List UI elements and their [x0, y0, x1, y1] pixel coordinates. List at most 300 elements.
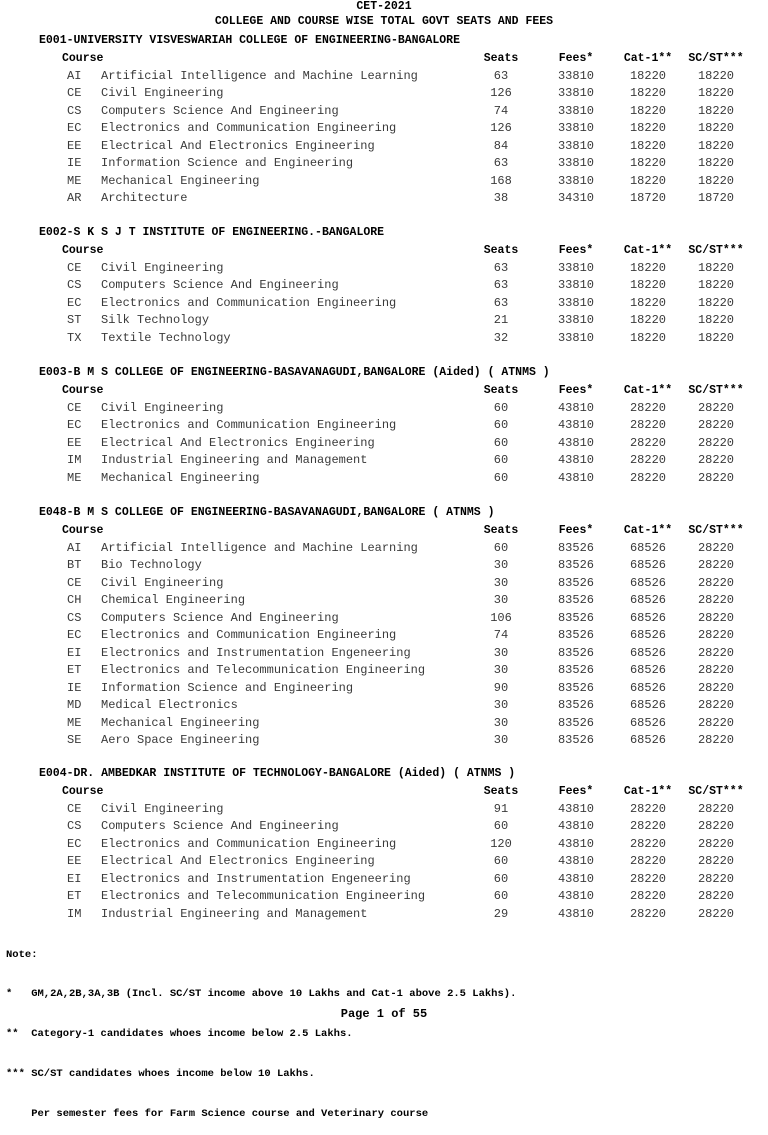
fees-value: 83526 [557, 558, 594, 572]
scst-value: 18220 [697, 68, 734, 83]
fees-value: 33810 [557, 173, 594, 188]
table-row [0, 888, 768, 906]
fees-value: 33810 [557, 330, 594, 345]
table-row [0, 557, 768, 575]
table-row [0, 400, 768, 418]
seats-value: 60 [493, 871, 509, 886]
table-row [0, 260, 768, 278]
scst-value: 28220 [697, 593, 734, 607]
course-code: EE [67, 854, 82, 868]
course-code: TX [67, 330, 82, 345]
table-row [0, 68, 768, 86]
table-row [0, 818, 768, 836]
table-row [0, 155, 768, 173]
seats-value: 91 [493, 801, 509, 816]
column-header-cat1: Cat-1** [623, 785, 673, 798]
scst-value: 18220 [697, 156, 734, 170]
course-code: SE [67, 733, 82, 747]
seats-value: 30 [493, 645, 509, 660]
fees-value: 33810 [557, 313, 594, 327]
column-header-seats: Seats [483, 524, 519, 537]
cat1-value: 68526 [629, 575, 666, 590]
cat1-value: 68526 [629, 715, 666, 730]
column-header-fees: Fees* [558, 384, 594, 397]
table-row [0, 871, 768, 889]
seats-value: 60 [493, 819, 509, 833]
fees-value: 43810 [557, 889, 594, 903]
course-code: AR [67, 191, 82, 205]
table-row [0, 732, 768, 750]
table-row [0, 645, 768, 663]
column-header-fees: Fees* [558, 785, 594, 798]
scst-value: 18220 [697, 121, 734, 135]
fees-value: 83526 [557, 663, 594, 677]
table-row [0, 435, 768, 453]
scst-value: 28220 [697, 610, 734, 625]
course-code: ME [67, 715, 82, 730]
column-header-scst: SC/ST*** [688, 785, 744, 798]
scst-value: 28220 [697, 418, 734, 432]
cat1-value: 18220 [629, 330, 666, 345]
cat1-value: 28220 [629, 400, 666, 415]
course-name: Artificial Intelligence and Machine Learning [101, 540, 418, 555]
column-header-course: Course [62, 524, 104, 537]
cat1-value: 18220 [629, 295, 666, 310]
table-header-row [0, 783, 768, 801]
scst-value: 28220 [697, 663, 734, 677]
seats-value: 106 [490, 610, 512, 625]
course-name: Chemical Engineering [101, 593, 246, 607]
course-code: ME [67, 173, 82, 188]
course-code: CE [67, 260, 82, 275]
course-code: EE [67, 138, 82, 153]
course-code: EC [67, 836, 82, 851]
seats-value: 60 [493, 540, 509, 555]
course-name: Medical Electronics [101, 698, 238, 712]
fees-value: 83526 [557, 698, 594, 712]
scst-value: 28220 [697, 871, 734, 886]
scst-value: 18220 [697, 330, 734, 345]
fees-value: 43810 [557, 836, 594, 851]
table-row [0, 138, 768, 156]
course-name: Information Science and Engineering [101, 680, 354, 695]
table-row [0, 610, 768, 628]
seats-value: 84 [493, 138, 509, 153]
fees-value: 83526 [557, 540, 594, 555]
seats-value: 30 [493, 715, 509, 730]
cat1-value: 28220 [629, 906, 666, 921]
fees-value: 43810 [557, 453, 594, 467]
seats-value: 30 [493, 733, 509, 747]
college-name: E003-B M S COLLEGE OF ENGINEERING-BASAVANAGUDI,BANGALORE (Aided) ( ATNMS ) [39, 366, 550, 379]
seats-value: 126 [490, 121, 512, 135]
table-row [0, 662, 768, 680]
course-name: Industrial Engineering and Management [101, 906, 368, 921]
course-name: Electronics and Telecommunication Engineering [101, 663, 426, 677]
course-code: AI [67, 68, 82, 83]
table-row [0, 697, 768, 715]
column-header-cat1: Cat-1** [623, 384, 673, 397]
course-name: Electronics and Telecommunication Engineering [101, 889, 426, 903]
cat1-value: 68526 [629, 733, 666, 747]
column-header-course: Course [62, 785, 104, 798]
seats-value: 21 [493, 313, 509, 327]
fees-value: 83526 [557, 733, 594, 747]
seats-value: 63 [493, 295, 509, 310]
course-code: ME [67, 470, 82, 485]
table-row [0, 312, 768, 330]
cat1-value: 18720 [629, 191, 666, 205]
course-name: Civil Engineering [101, 260, 224, 275]
course-code: MD [67, 698, 82, 712]
column-header-seats: Seats [483, 785, 519, 798]
fees-value: 33810 [557, 68, 594, 83]
fees-value: 83526 [557, 593, 594, 607]
seats-value: 60 [493, 435, 509, 450]
fees-value: 33810 [557, 138, 594, 153]
course-code: ST [67, 313, 82, 327]
course-name: Mechanical Engineering [101, 173, 260, 188]
table-row [0, 680, 768, 698]
scst-value: 28220 [697, 435, 734, 450]
course-name: Electronics and Instrumentation Engeneering [101, 871, 411, 886]
cat1-value: 68526 [629, 628, 666, 642]
scst-value: 18220 [697, 260, 734, 275]
table-row [0, 85, 768, 103]
course-code: AI [67, 540, 82, 555]
page-number: Page 1 of 55 [340, 1007, 428, 1021]
table-row [0, 836, 768, 854]
table-header-row [0, 50, 768, 68]
seats-value: 30 [493, 575, 509, 590]
course-name: Computers Science And Engineering [101, 819, 339, 833]
fees-value: 34310 [557, 191, 594, 205]
scst-value: 18220 [697, 173, 734, 188]
table-row [0, 592, 768, 610]
cat1-value: 28220 [629, 889, 666, 903]
table-row [0, 330, 768, 348]
column-header-scst: SC/ST*** [688, 244, 744, 257]
fees-value: 43810 [557, 871, 594, 886]
course-code: EC [67, 418, 82, 432]
course-code: ET [67, 889, 82, 903]
table-row [0, 853, 768, 871]
fees-value: 83526 [557, 680, 594, 695]
note-line: *** SC/ST candidates whoes income below 10 Lakhs. [6, 1068, 315, 1081]
column-header-cat1: Cat-1** [623, 52, 673, 65]
fees-value: 43810 [557, 470, 594, 485]
fees-value: 33810 [557, 86, 594, 100]
scst-value: 18220 [697, 138, 734, 153]
cat1-value: 18220 [629, 86, 666, 100]
course-name: Mechanical Engineering [101, 470, 260, 485]
scst-value: 28220 [697, 801, 734, 816]
column-header-course: Course [62, 384, 104, 397]
cat1-value: 18220 [629, 121, 666, 135]
seats-value: 120 [490, 836, 512, 851]
course-name: Bio Technology [101, 558, 202, 572]
fees-value: 33810 [557, 121, 594, 135]
college-name: E001-UNIVERSITY VISVESWARIAH COLLEGE OF ENGINEERING-BANGALORE [39, 34, 460, 47]
college-name: E002-S K S J T INSTITUTE OF ENGINEERING.-BANGALORE [39, 226, 385, 239]
scst-value: 28220 [697, 400, 734, 415]
course-code: CH [67, 593, 82, 607]
seats-value: 63 [493, 156, 509, 170]
course-name: Mechanical Engineering [101, 715, 260, 730]
column-header-seats: Seats [483, 52, 519, 65]
course-code: EE [67, 435, 82, 450]
course-name: Civil Engineering [101, 801, 224, 816]
seats-value: 30 [493, 558, 509, 572]
cat1-value: 18220 [629, 313, 666, 327]
note-line: Note: [6, 948, 38, 961]
course-name: Electronics and Communication Engineering [101, 418, 397, 432]
column-header-scst: SC/ST*** [688, 524, 744, 537]
seats-value: 60 [493, 470, 509, 485]
course-code: IE [67, 156, 82, 170]
scst-value: 28220 [697, 453, 734, 467]
fees-value: 83526 [557, 575, 594, 590]
column-header-course: Course [62, 52, 104, 65]
scst-value: 28220 [697, 645, 734, 660]
cat1-value: 18220 [629, 103, 666, 118]
cat1-value: 28220 [629, 801, 666, 816]
fees-value: 33810 [557, 295, 594, 310]
seats-value: 60 [493, 418, 509, 432]
table-row [0, 173, 768, 191]
cat1-value: 28220 [629, 453, 666, 467]
course-name: Information Science and Engineering [101, 156, 354, 170]
scst-value: 28220 [697, 733, 734, 747]
fees-value: 33810 [557, 278, 594, 292]
cat1-value: 28220 [629, 871, 666, 886]
scst-value: 18220 [697, 295, 734, 310]
seats-value: 74 [493, 103, 509, 118]
scst-value: 28220 [697, 470, 734, 485]
course-name: Electronics and Communication Engineering [101, 836, 397, 851]
course-code: CE [67, 400, 82, 415]
course-code: IM [67, 453, 82, 467]
course-name: Textile Technology [101, 330, 231, 345]
cat1-value: 28220 [629, 819, 666, 833]
course-name: Aero Space Engineering [101, 733, 260, 747]
scst-value: 18720 [697, 191, 734, 205]
course-name: Computers Science And Engineering [101, 610, 339, 625]
seats-value: 60 [493, 854, 509, 868]
cat1-value: 68526 [629, 593, 666, 607]
course-name: Civil Engineering [101, 575, 224, 590]
course-code: ET [67, 663, 82, 677]
scst-value: 18220 [697, 278, 734, 292]
course-name: Electrical And Electronics Engineering [101, 854, 375, 868]
course-code: CS [67, 103, 82, 118]
college-name: E048-B M S COLLEGE OF ENGINEERING-BASAVANAGUDI,BANGALORE ( ATNMS ) [39, 506, 495, 519]
course-code: EC [67, 628, 82, 642]
fees-value: 33810 [557, 260, 594, 275]
seats-value: 63 [493, 260, 509, 275]
course-name: Electrical And Electronics Engineering [101, 435, 375, 450]
table-row [0, 190, 768, 208]
cat1-value: 18220 [629, 138, 666, 153]
seats-value: 60 [493, 400, 509, 415]
course-name: Electronics and Instrumentation Engeneering [101, 645, 411, 660]
seats-value: 30 [493, 698, 509, 712]
scst-value: 28220 [697, 680, 734, 695]
cat1-value: 28220 [629, 854, 666, 868]
cat1-value: 28220 [629, 418, 666, 432]
notes-block [6, 922, 516, 1135]
table-header-row [0, 382, 768, 400]
seats-value: 168 [490, 173, 512, 188]
scst-value: 28220 [697, 698, 734, 712]
cat1-value: 68526 [629, 698, 666, 712]
fees-value: 83526 [557, 610, 594, 625]
column-header-fees: Fees* [558, 524, 594, 537]
document-title: CET-2021 [356, 0, 412, 13]
seats-value: 74 [493, 628, 509, 642]
course-code: EC [67, 295, 82, 310]
seats-value: 63 [493, 68, 509, 83]
table-header-row [0, 242, 768, 260]
seats-value: 29 [493, 906, 509, 921]
table-row [0, 417, 768, 435]
scst-value: 28220 [697, 854, 734, 868]
cat1-value: 28220 [629, 836, 666, 851]
cat1-value: 68526 [629, 680, 666, 695]
table-row [0, 277, 768, 295]
course-code: IM [67, 906, 82, 921]
course-code: EC [67, 121, 82, 135]
cat1-value: 18220 [629, 156, 666, 170]
scst-value: 28220 [697, 819, 734, 833]
column-header-fees: Fees* [558, 244, 594, 257]
fees-value: 43810 [557, 435, 594, 450]
fees-value: 33810 [557, 103, 594, 118]
course-name: Computers Science And Engineering [101, 278, 339, 292]
cat1-value: 18220 [629, 278, 666, 292]
note-line: ** Category-1 candidates whoes income below 2.5 Lakhs. [6, 1028, 353, 1041]
seats-value: 38 [493, 191, 509, 205]
note-line: * GM,2A,2B,3A,3B (Incl. SC/ST income above 10 Lakhs and Cat-1 above 2.5 Lakhs). [6, 988, 517, 1001]
column-header-course: Course [62, 244, 104, 257]
fees-value: 43810 [557, 819, 594, 833]
course-name: Electrical And Electronics Engineering [101, 138, 375, 153]
fees-value: 83526 [557, 645, 594, 660]
seats-value: 63 [493, 278, 509, 292]
note-line: Per semester fees for Farm Science course and Veterinary course [6, 1108, 429, 1121]
table-row [0, 801, 768, 819]
scst-value: 28220 [697, 836, 734, 851]
fees-value: 43810 [557, 801, 594, 816]
seats-value: 30 [493, 593, 509, 607]
table-row [0, 715, 768, 733]
college-name: E004-DR. AMBEDKAR INSTITUTE OF TECHNOLOGY-BANGALORE (Aided) ( ATNMS ) [39, 767, 516, 780]
fees-value: 43810 [557, 854, 594, 868]
table-header-row [0, 522, 768, 540]
column-header-cat1: Cat-1** [623, 524, 673, 537]
cat1-value: 18220 [629, 260, 666, 275]
table-row [0, 120, 768, 138]
seats-value: 60 [493, 453, 509, 467]
document-subtitle: COLLEGE AND COURSE WISE TOTAL GOVT SEATS AND FEES [214, 15, 554, 28]
fees-value: 33810 [557, 156, 594, 170]
cat1-value: 18220 [629, 173, 666, 188]
fees-value: 43810 [557, 400, 594, 415]
course-code: CE [67, 801, 82, 816]
cat1-value: 18220 [629, 68, 666, 83]
course-name: Industrial Engineering and Management [101, 453, 368, 467]
cat1-value: 28220 [629, 435, 666, 450]
table-row [0, 295, 768, 313]
table-row [0, 103, 768, 121]
table-row [0, 470, 768, 488]
course-name: Civil Engineering [101, 86, 224, 100]
table-row [0, 627, 768, 645]
table-row [0, 906, 768, 924]
cat1-value: 28220 [629, 470, 666, 485]
scst-value: 18220 [697, 313, 734, 327]
scst-value: 28220 [697, 540, 734, 555]
scst-value: 28220 [697, 628, 734, 642]
course-name: Architecture [101, 191, 188, 205]
course-code: CS [67, 610, 82, 625]
course-code: CE [67, 86, 82, 100]
scst-value: 18220 [697, 103, 734, 118]
cat1-value: 68526 [629, 645, 666, 660]
fees-value: 83526 [557, 628, 594, 642]
course-name: Artificial Intelligence and Machine Learning [101, 68, 418, 83]
column-header-seats: Seats [483, 244, 519, 257]
scst-value: 28220 [697, 558, 734, 572]
cat1-value: 68526 [629, 610, 666, 625]
seats-value: 60 [493, 889, 509, 903]
scst-value: 28220 [697, 575, 734, 590]
column-header-seats: Seats [483, 384, 519, 397]
course-code: CS [67, 278, 82, 292]
course-code: EI [67, 871, 82, 886]
scst-value: 18220 [697, 86, 734, 100]
seats-value: 30 [493, 663, 509, 677]
cat1-value: 68526 [629, 558, 666, 572]
cat1-value: 68526 [629, 663, 666, 677]
scst-value: 28220 [697, 906, 734, 921]
course-name: Electronics and Communication Engineering [101, 295, 397, 310]
seats-value: 90 [493, 680, 509, 695]
column-header-fees: Fees* [558, 52, 594, 65]
course-name: Silk Technology [101, 313, 210, 327]
course-name: Computers Science And Engineering [101, 103, 339, 118]
seats-value: 126 [490, 86, 512, 100]
table-row [0, 452, 768, 470]
seats-value: 32 [493, 330, 509, 345]
table-row [0, 575, 768, 593]
course-code: IE [67, 680, 82, 695]
course-name: Civil Engineering [101, 400, 224, 415]
cat1-value: 68526 [629, 540, 666, 555]
column-header-scst: SC/ST*** [688, 52, 744, 65]
scst-value: 28220 [697, 889, 734, 903]
course-code: CE [67, 575, 82, 590]
course-name: Electronics and Communication Engineering [101, 628, 397, 642]
course-code: BT [67, 558, 82, 572]
fees-value: 43810 [557, 418, 594, 432]
fees-value: 83526 [557, 715, 594, 730]
column-header-scst: SC/ST*** [688, 384, 744, 397]
course-name: Electronics and Communication Engineering [101, 121, 397, 135]
table-row [0, 540, 768, 558]
course-code: EI [67, 645, 82, 660]
fees-value: 43810 [557, 906, 594, 921]
